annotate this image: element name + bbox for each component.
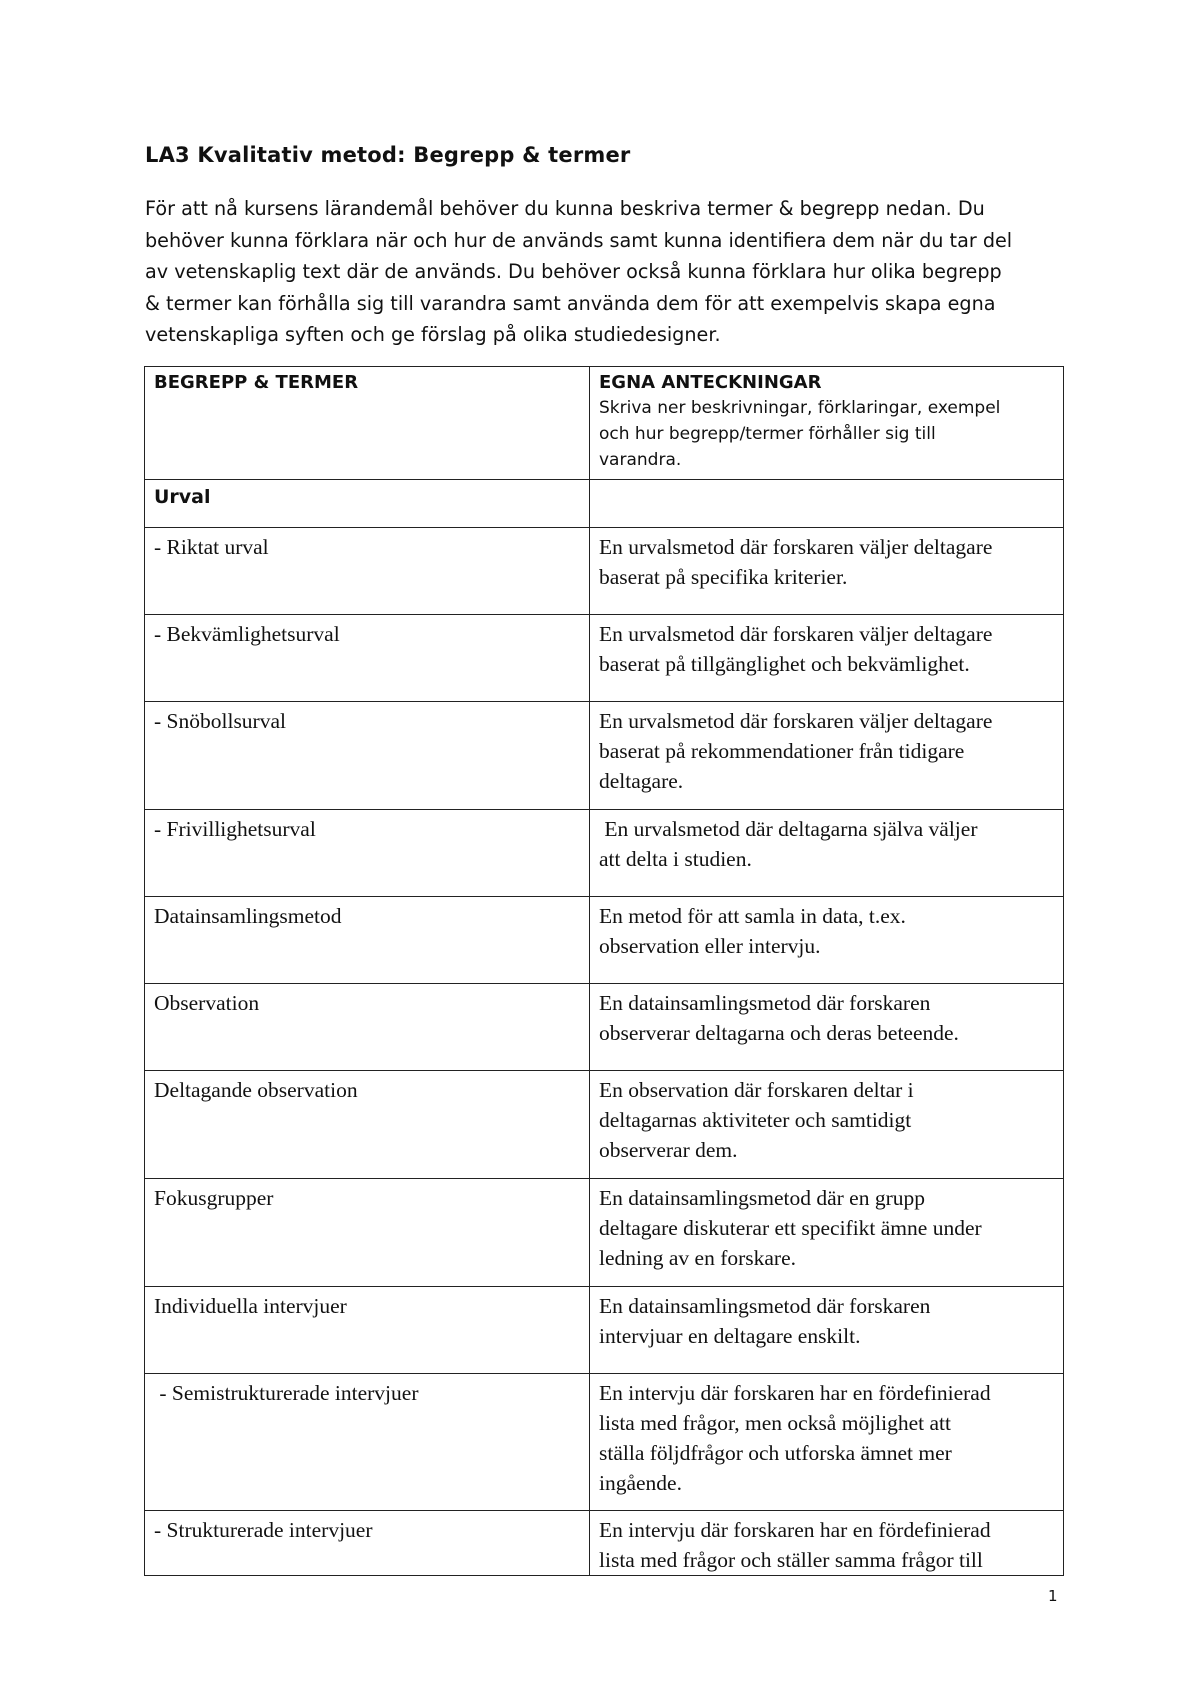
desc-cell: [590, 1179, 1064, 1287]
desc-line: deltagarnas aktiviteter och samtidigt: [599, 1108, 912, 1132]
intro-line: av vetenskaplig text där de används. Du behöver också kunna förklara hur olika begrepp: [145, 260, 1002, 283]
table-row: [145, 1374, 1064, 1511]
intro-line: För att nå kursens lärandemål behöver du kunna beskriva termer & begrepp nedan. Du: [145, 197, 985, 220]
desc-cell: [590, 897, 1064, 984]
desc-cell: [590, 615, 1064, 702]
term-cell: [145, 1287, 590, 1374]
desc-line: En urvalsmetod där forskaren väljer deltagare: [599, 709, 993, 733]
term-cell: [145, 1179, 590, 1287]
section-term-cell: [145, 480, 590, 528]
desc-cell: [590, 702, 1064, 810]
intro-line: & termer kan förhålla sig till varandra samt använda dem för att exempelvis skapa egna: [145, 291, 996, 315]
desc-line: baserat på specifika kriterier.: [599, 565, 848, 589]
term-cell: [145, 615, 590, 702]
term-cell: [145, 1374, 590, 1511]
term-text: Fokusgrupper: [154, 1186, 274, 1210]
table-row: [145, 1287, 1064, 1374]
header-notes-desc-line: och hur begrepp/termer förhåller sig till: [599, 424, 936, 444]
desc-cell: [590, 810, 1064, 897]
desc-line: observation eller intervju.: [599, 934, 821, 958]
desc-cell: [590, 1374, 1064, 1511]
page-number: 1: [1048, 1587, 1058, 1605]
desc-line: ställa följdfrågor och utforska ämnet mer: [599, 1441, 952, 1465]
desc-cell: [590, 1287, 1064, 1374]
table-row: [145, 1511, 1064, 1576]
table-row: [145, 810, 1064, 897]
term-text: Deltagande observation: [154, 1078, 358, 1102]
desc-line: baserat på tillgänglighet och bekvämlighet.: [599, 652, 970, 676]
desc-line: intervjuar en deltagare enskilt.: [599, 1324, 861, 1348]
table-row: [145, 528, 1064, 615]
desc-line: En urvalsmetod där forskaren väljer deltagare: [599, 535, 993, 559]
desc-cell: [590, 1071, 1064, 1179]
desc-line: ingående.: [599, 1471, 682, 1495]
term-text: - Frivillighetsurval: [154, 817, 316, 841]
desc-line: att delta i studien.: [599, 847, 752, 871]
desc-line: En datainsamlingsmetod där en grupp: [599, 1186, 926, 1210]
term-text: - Snöbollsurval: [154, 709, 286, 733]
desc-line: En datainsamlingsmetod där forskaren: [599, 991, 931, 1015]
terms-table: [144, 366, 1064, 1576]
term-text: - Semistrukturerade intervjuer: [154, 1381, 419, 1405]
intro-line: vetenskapliga syften och ge förslag på olika studiedesigner.: [145, 323, 721, 346]
term-cell: [145, 528, 590, 615]
desc-line: deltagare diskuterar ett specifikt ämne under: [599, 1216, 982, 1240]
desc-line: En intervju där forskaren har en fördefinierad: [599, 1518, 991, 1542]
term-cell: [145, 1511, 590, 1576]
term-cell: [145, 1071, 590, 1179]
desc-line: ledning av en forskare.: [599, 1246, 797, 1270]
term-text: Individuella intervjuer: [154, 1294, 347, 1318]
desc-line: En intervju där forskaren har en fördefinierad: [599, 1381, 991, 1405]
desc-line: baserat på rekommendationer från tidigare: [599, 739, 965, 763]
desc-line: observerar deltagarna och deras beteende.: [599, 1021, 959, 1045]
desc-line: En datainsamlingsmetod där forskaren: [599, 1294, 931, 1318]
header-notes-desc-line: varandra.: [599, 450, 682, 470]
table-header-row: [145, 367, 1064, 480]
term-cell: [145, 702, 590, 810]
term-cell: [145, 897, 590, 984]
desc-line: En metod för att samla in data, t.ex.: [599, 904, 906, 928]
term-cell: [145, 984, 590, 1071]
term-text: - Riktat urval: [154, 535, 269, 559]
page-title: LA3 Kvalitativ metod: Begrepp & termer: [145, 143, 631, 167]
intro-line: behöver kunna förklara när och hur de används samt kunna identifiera dem när du tar del: [145, 228, 1013, 252]
table-row: [145, 702, 1064, 810]
header-term-cell: [145, 367, 590, 480]
header-notes-cell: [590, 367, 1064, 480]
section-row-urval: [145, 480, 1064, 528]
desc-line: lista med frågor och ställer samma frågor till: [599, 1548, 983, 1572]
header-notes-desc-line: Skriva ner beskrivningar, förklaringar, exempel: [599, 398, 1001, 418]
intro-paragraph: [145, 193, 1065, 351]
table-row: [145, 615, 1064, 702]
term-text: Observation: [154, 991, 260, 1015]
desc-line: deltagare.: [599, 769, 684, 793]
section-notes-cell: [590, 480, 1064, 528]
header-term-label: BEGREPP & TERMER: [154, 372, 359, 393]
desc-cell: [590, 1511, 1064, 1576]
desc-line: observerar dem.: [599, 1138, 738, 1162]
table-row: [145, 897, 1064, 984]
header-notes-label: EGNA ANTECKNINGAR: [599, 372, 822, 393]
table-row: [145, 1071, 1064, 1179]
desc-line: En observation där forskaren deltar i: [599, 1078, 914, 1102]
term-cell: [145, 810, 590, 897]
term-text: Datainsamlingsmetod: [154, 904, 342, 928]
term-text: - Bekvämlighetsurval: [154, 622, 340, 646]
desc-line: lista med frågor, men också möjlighet att: [599, 1411, 951, 1435]
table-row: [145, 984, 1064, 1071]
desc-cell: [590, 528, 1064, 615]
desc-cell: [590, 984, 1064, 1071]
desc-line: En urvalsmetod där forskaren väljer deltagare: [599, 622, 993, 646]
desc-line: En urvalsmetod där deltagarna själva väljer: [599, 817, 978, 841]
section-label: Urval: [154, 486, 211, 508]
table-row: [145, 1179, 1064, 1287]
term-text: - Strukturerade intervjuer: [154, 1518, 373, 1542]
